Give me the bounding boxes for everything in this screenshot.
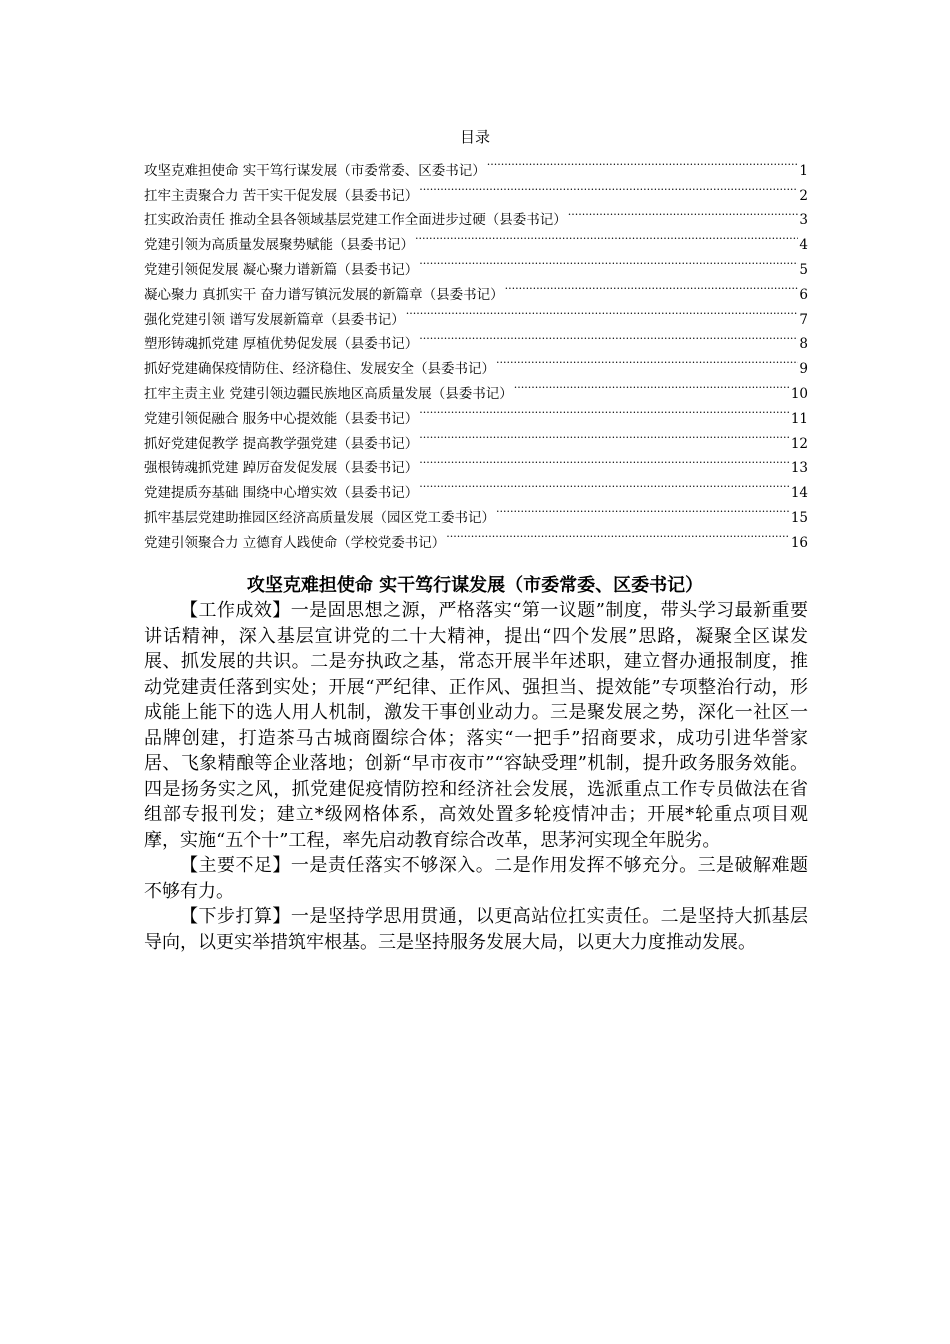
paragraph-work-results: 【工作成效】一是固思想之源，严格落实“第一议题”制度，带头学习最新重要讲话精神，深入基层宣讲党的二十大精神，提出“四个发展”思路，凝聚全区谋发展、抓发展的共识。二是夯执政之基，常态开展半年述职，建立督办通报制度，推动党建责任落到实处；开展“严纪律、正作风、强担当、提效能”专项整治行动，形成能上能下的选人用人机制，激发干事创业动力。三是聚发展之势，深化一社区一品牌创建，打造茶马古城商圈综合体；落实“一把手”招商要求，成功引进华誉家居、飞象精酿等企业落地；创新“早市夜市”“容缺受理”机制，提升政务服务效能。四是扬务实之风，抓党建促疫情防控和经济社会发展，选派重点工作专员做法在省组部专报刊发；建立*级网格体系，高效处置多轮疫情冲击；开展*轮重点项目观摩，实施“五个十”工程，率先启动教育综合改革，思茅河实现全年脱劣。: [144, 600, 808, 851]
toc-entry-text: 攻坚克难担使命 实干笃行谋发展（市委常委、区委书记）: [144, 162, 486, 179]
toc-dot-leader: [419, 398, 790, 423]
toc-page-number: 13: [790, 460, 808, 477]
toc-entry-text: 凝心聚力 真抓实干 奋力谱写镇沅发展的新篇章（县委书记）: [144, 286, 504, 303]
toc-page-number: 11: [790, 410, 808, 427]
toc-dot-leader: [406, 299, 799, 324]
toc-page-number: 8: [799, 336, 808, 353]
toc-entry-text: 强化党建引领 谱写发展新篇章（县委书记）: [144, 311, 405, 328]
toc-entry-text: 塑形铸魂抓党建 厚植优势促发展（县委书记）: [144, 336, 419, 353]
toc-page-number: 2: [799, 187, 808, 204]
toc-page-number: 3: [799, 212, 808, 229]
toc-page-number: 1: [799, 162, 808, 179]
toc-entry-text: 党建引领促发展 凝心聚力谱新篇（县委书记）: [144, 261, 419, 278]
toc-entry-text: 党建提质夯基础 围绕中心增实效（县委书记）: [144, 485, 419, 502]
paragraph-next-steps: 【下步打算】一是坚持学思用贯通，以更高站位扛实责任。二是坚持大抓基层导向，以更实举措筑牢根基。三是坚持服务发展大局，以更大力度推动发展。: [144, 906, 808, 953]
toc-page-number: 10: [790, 385, 808, 402]
toc-entry-text: 抓好党建促教学 提高教学强党建（县委书记）: [144, 435, 419, 452]
toc-dot-leader: [487, 150, 799, 175]
table-of-contents: [144, 150, 808, 551]
toc-entry-text: 党建引领为高质量发展聚势赋能（县委书记）: [144, 237, 414, 254]
toc-dot-leader: [496, 497, 790, 522]
toc-entry-text: 党建引领聚合力 立德育人践使命（学校党委书记）: [144, 534, 446, 551]
toc-dot-leader: [419, 249, 798, 274]
toc-page-number: 4: [799, 237, 808, 254]
toc-entry-text: 扛实政治责任 推动全县各领域基层党建工作全面进步过硬（县委书记）: [144, 212, 567, 229]
section-heading: 攻坚克难担使命 实干笃行谋发展（市委常委、区委书记）: [246, 575, 704, 596]
toc-dot-leader: [415, 224, 798, 249]
toc-page-number: 14: [790, 485, 808, 502]
toc-dot-leader: [446, 522, 790, 547]
toc-page-number: 5: [799, 261, 808, 278]
toc-entry-text: 党建引领促融合 服务中心提效能（县委书记）: [144, 410, 419, 427]
toc-page-number: 12: [790, 435, 808, 452]
toc-dot-leader: [496, 348, 798, 373]
toc-dot-leader: [568, 200, 799, 225]
toc-entry-text: 扛牢主责聚合力 苦干实干促发展（县委书记）: [144, 187, 419, 204]
toc-dot-leader: [419, 423, 790, 448]
toc-entry-text: 强根铸魂抓党建 踔厉奋发促发展（县委书记）: [144, 460, 419, 477]
toc-page-number: 16: [790, 534, 808, 551]
toc-page-number: 7: [799, 311, 808, 328]
toc-page-number: 9: [799, 361, 808, 378]
toc-title: 目录: [459, 128, 490, 146]
toc-page-number: 6: [799, 286, 808, 303]
toc-entry-text: 扛牢主责主业 党建引领边疆民族地区高质量发展（县委书记）: [144, 385, 513, 402]
section-body: [144, 598, 808, 955]
toc-dot-leader: [419, 324, 798, 349]
toc-dot-leader: [514, 373, 790, 398]
toc-dot-leader: [505, 274, 799, 299]
toc-entry[interactable]: [144, 150, 808, 179]
toc-page-number: 15: [790, 509, 808, 526]
toc-dot-leader: [419, 175, 798, 200]
paragraph-shortcomings: 【主要不足】一是责任落实不够深入。二是作用发挥不够充分。三是破解难题不够有力。: [144, 855, 808, 902]
toc-entry-text: 抓牢基层党建助推园区经济高质量发展（园区党工委书记）: [144, 509, 495, 526]
toc-dot-leader: [419, 448, 790, 473]
toc-entry-text: 抓好党建确保疫情防住、经济稳住、发展安全（县委书记）: [144, 361, 495, 378]
toc-dot-leader: [419, 472, 790, 497]
